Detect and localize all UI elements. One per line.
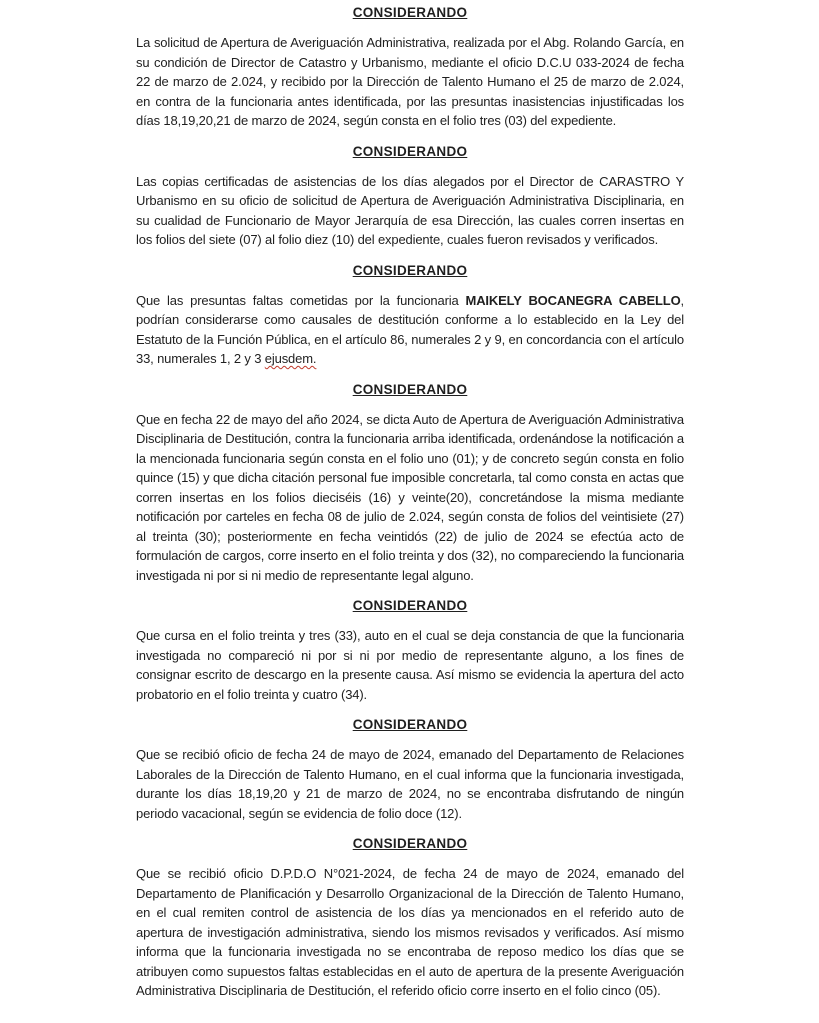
considerando-heading-1: CONSIDERANDO — [352, 5, 468, 20]
paragraph-copias-certificadas: Las copias certificadas de asistencias de los días alegados por el Director de CARASTRO Y Urbanismo en su oficio de solicitud de Apertura de Averiguación Administrativa Disciplinaria, en su cualidad de Funcionario de Mayor Jerarquía de esa Dirección, las cuales corren insertas en los folios del siete (07) al folio diez (10) del expediente, cuales fueron revisados y verificados. — [136, 173, 684, 247]
paragraph-segment: Que las presuntas faltas cometidas por la funcionaria — [136, 292, 466, 308]
funcionaria-nombre: MAIKELY BOCANEGRA CABELLO — [465, 292, 681, 308]
considerando-heading-4: CONSIDERANDO — [352, 381, 468, 397]
document-body — [136, 5, 684, 1001]
paragraph-planificacion-desarrollo: Que se recibió oficio D.P.D.O N°021-2024, de fecha 24 de mayo de 2024, emanado del Departamento de Planificación y Desarrollo Organizacional de la Dirección de Talento Humano, en el cual remiten control de asistencia de los días ya mencionados en el referido auto de apertura de investigación administrativa, siendo los mismos revisados y verificados. Así mismo informa que la funcionaria investigada no se encontraba de reposo medico los días que se atribuyen como supuestos faltas establecidas en el auto de apertura de la presente Averiguación Administrativa Disciplinaria de Destitución, el referido oficio corre inserto en el folio cinco (05). — [136, 866, 684, 998]
considerando-heading-7: CONSIDERANDO — [352, 836, 468, 851]
considerando-heading-5: CONSIDERANDO — [352, 598, 468, 613]
considerando-heading-6: CONSIDERANDO — [352, 717, 468, 732]
paragraph-solicitud-apertura: La solicitud de Apertura de Averiguación Administrativa, realizada por el Abg. Rolando García, en su condición de Director de Catastro y Urbanismo, mediante el oficio D.C.U 033-2024 de fecha 22 de marzo de 2.024, y recibido por la Dirección de Talento Humano el 25 de marzo de 2.024, en contra de la funcionaria antes identificada, por las presuntas inasistencias injustificadas los días 18,19,20,21 de marzo de 2024, según consta en el folio tres (03) del expediente. — [136, 35, 684, 128]
considerando-heading-2: CONSIDERANDO — [352, 143, 468, 159]
paragraph-presuntas-faltas — [136, 291, 684, 369]
considerando-heading-3: CONSIDERANDO — [352, 262, 468, 278]
spellcheck-flagged-word: ejusdem. — [264, 351, 317, 366]
paragraph-segment: , podrían considerarse como causales de destitución conforme a lo establecido en la Ley del Estatuto de la Función Pública, en el artículo 86, numerales 2 y 9, en concordancia con el artículo 33, numerales 1, 2 y 3 — [136, 292, 685, 366]
paragraph-relaciones-laborales: Que se recibió oficio de fecha 24 de mayo de 2024, emanado del Departamento de Relaciones Laborales de la Dirección de Talento Humano, en el cual informa que la funcionaria investigada, durante los días 18,19,20 y 21 de marzo de 2024, no se encontraba disfrutando de ningún periodo vacacional, según se evidencia de folio doce (12). — [136, 747, 684, 821]
paragraph-folio-treinta-tres: Que cursa en el folio treinta y tres (33), auto en el cual se deja constancia de que la funcionaria investigada no compareció ni por si ni por medio de representante alguno, a los fines de consignar escrito de descargo en la presente causa. Así mismo se evidencia la apertura del acto probatorio en el folio treinta y cuatro (34). — [136, 628, 684, 702]
paragraph-auto-apertura: Que en fecha 22 de mayo del año 2024, se dicta Auto de Apertura de Averiguación Administrativa Disciplinaria de Destitución, contra la funcionaria arriba identificada, ordenándose la notificación a la mencionada funcionaria según consta en el folio uno (01); y de concreto según consta en folio quince (15) y que dicha citación personal fue imposible concretarla, tal como consta en actas que corren insertas en los folios dieciséis (16) y veinte(20), concretándose la misma mediante notificación por carteles en fecha 08 de julio de 2.024, según consta de folios del veintisiete (27) al treinta (30); posteriormente en fecha veintidós (22) de julio de 2024 se efectúa acto de formulación de cargos, corre inserto en el folio treinta y dos (32), no compareciendo la funcionaria investigada ni por si ni medio de representante legal alguno. — [136, 411, 684, 583]
